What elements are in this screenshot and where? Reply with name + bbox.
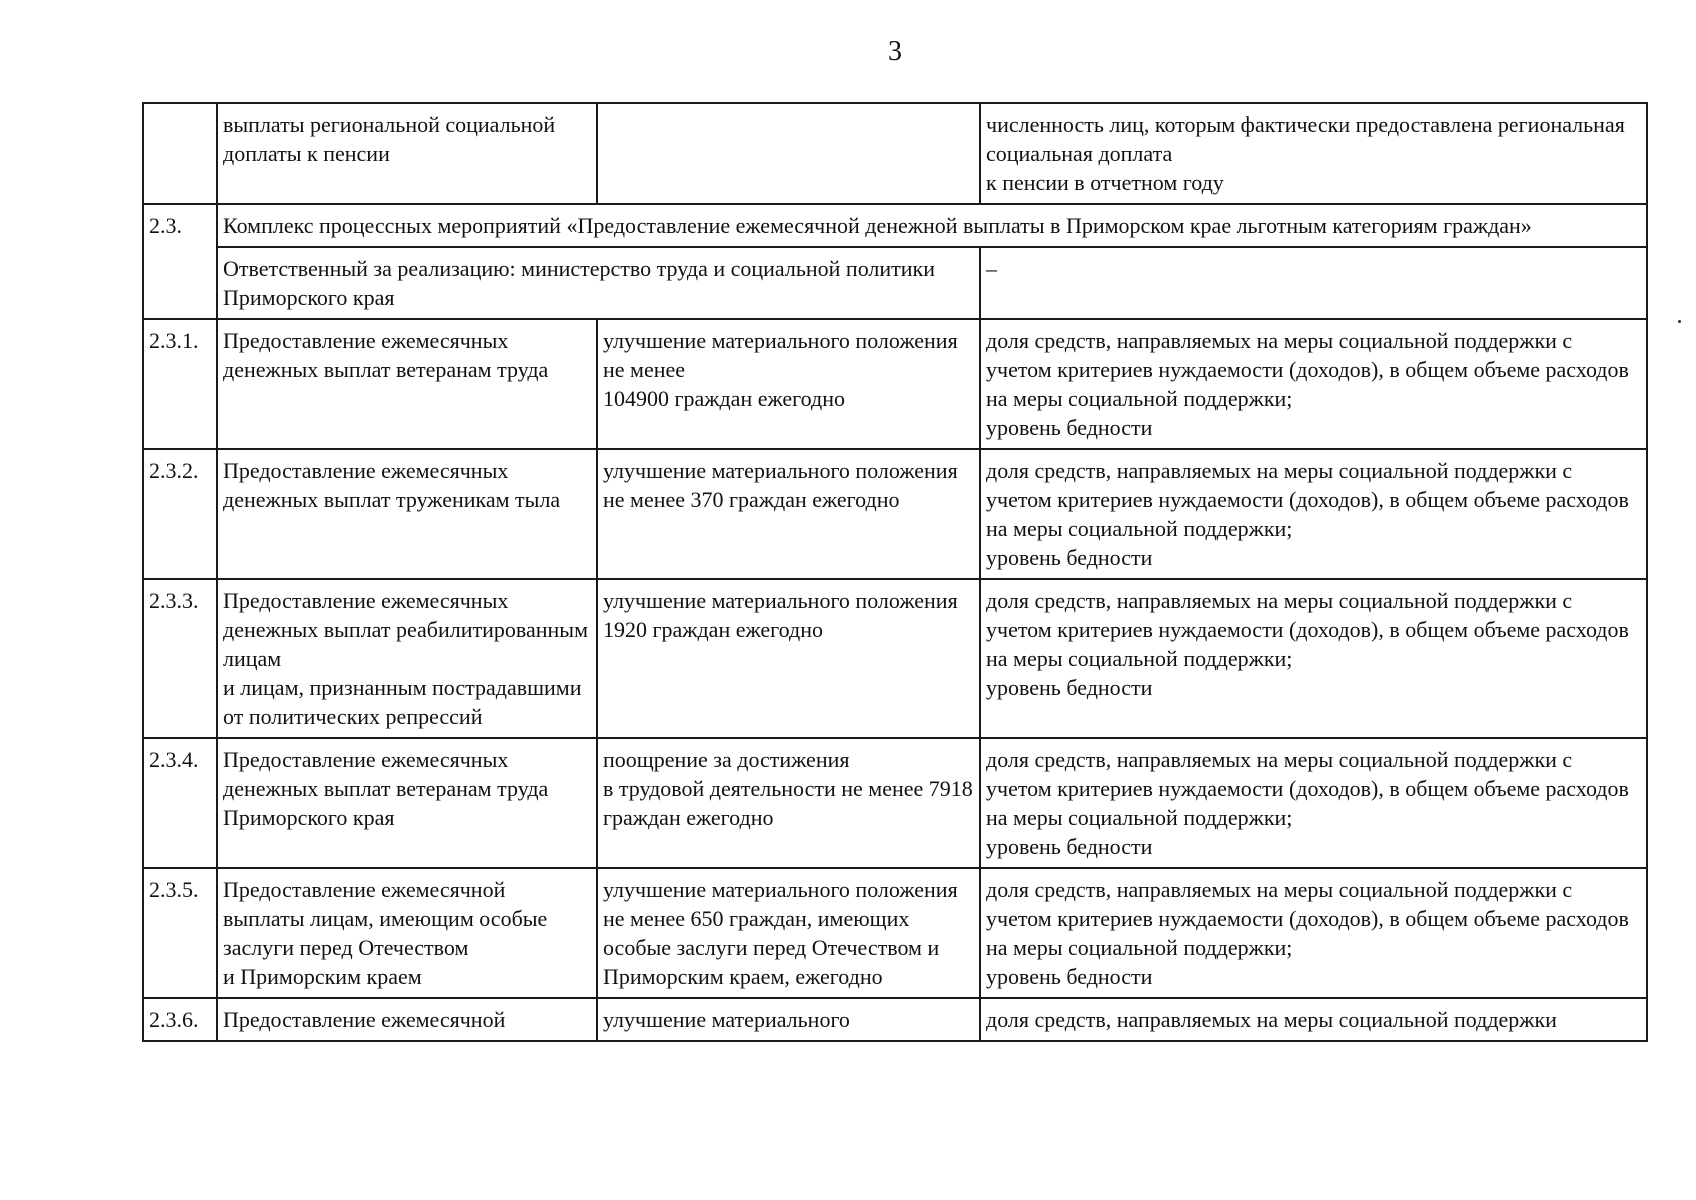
section-title: Комплекс процессных мероприятий «Предоставление ежемесячной денежной выплаты в Приморском крае льготным категориям граждан»	[217, 204, 1647, 247]
section-responsible-row	[143, 247, 1647, 319]
row-number: 2.3.4.	[143, 738, 217, 868]
row-number: 2.3.1.	[143, 319, 217, 449]
row-result	[597, 103, 980, 204]
row-number: 2.3.3.	[143, 579, 217, 738]
row-number: 2.3.2.	[143, 449, 217, 579]
row-indicator: доля средств, направляемых на меры социальной поддержки с учетом критериев нуждаемости (доходов), в общем объеме расходов на меры социальной поддержки; уровень бедности	[980, 738, 1647, 868]
row-indicator: доля средств, направляемых на меры социальной поддержки с учетом критериев нуждаемости (доходов), в общем объеме расходов на меры социальной поддержки; уровень бедности	[980, 868, 1647, 998]
row-name: Предоставление ежемесячной выплаты лицам, имеющим особые заслуги перед Отечеством и Приморским краем	[217, 868, 597, 998]
row-indicator: доля средств, направляемых на меры социальной поддержки	[980, 998, 1647, 1041]
row-number	[143, 103, 217, 204]
responsible-value: –	[980, 247, 1647, 319]
table-row	[143, 998, 1647, 1041]
table-row	[143, 868, 1647, 998]
row-name: Предоставление ежемесячных денежных выплат ветеранам труда Приморского края	[217, 738, 597, 868]
row-name: выплаты региональной социальной доплаты к пенсии	[217, 103, 597, 204]
row-name: Предоставление ежемесячных денежных выплат реабилитированным лицам и лицам, признанным пострадавшими от политических репрессий	[217, 579, 597, 738]
section-number: 2.3.	[143, 204, 217, 319]
row-result: улучшение материального	[597, 998, 980, 1041]
row-name: Предоставление ежемесячных денежных выплат труженикам тыла	[217, 449, 597, 579]
responsible-label: Ответственный за реализацию: министерство труда и социальной политики Приморского края	[217, 247, 980, 319]
row-name: Предоставление ежемесячной	[217, 998, 597, 1041]
row-result: улучшение материального положения не менее 650 граждан, имеющих особые заслуги перед Отечеством и Приморским краем, ежегодно	[597, 868, 980, 998]
table-row	[143, 449, 1647, 579]
row-result: улучшение материального положения не менее 104900 граждан ежегодно	[597, 319, 980, 449]
table-row-continued	[143, 103, 1647, 204]
row-indicator: доля средств, направляемых на меры социальной поддержки с учетом критериев нуждаемости (доходов), в общем объеме расходов на меры социальной поддержки; уровень бедности	[980, 319, 1647, 449]
row-number: 2.3.5.	[143, 868, 217, 998]
section-header-row	[143, 204, 1647, 247]
row-name: Предоставление ежемесячных денежных выплат ветеранам труда	[217, 319, 597, 449]
table-row	[143, 319, 1647, 449]
measures-table	[142, 102, 1648, 1042]
row-indicator: численность лиц, которым фактически предоставлена региональная социальная доплата к пенсии в отчетном году	[980, 103, 1647, 204]
row-indicator: доля средств, направляемых на меры социальной поддержки с учетом критериев нуждаемости (доходов), в общем объеме расходов на меры социальной поддержки; уровень бедности	[980, 449, 1647, 579]
table-row	[143, 579, 1647, 738]
scan-speck	[1678, 320, 1681, 323]
row-result: поощрение за достижения в трудовой деятельности не менее 7918 граждан ежегодно	[597, 738, 980, 868]
row-indicator: доля средств, направляемых на меры социальной поддержки с учетом критериев нуждаемости (доходов), в общем объеме расходов на меры социальной поддержки; уровень бедности	[980, 579, 1647, 738]
row-number: 2.3.6.	[143, 998, 217, 1041]
row-result: улучшение материального положения 1920 граждан ежегодно	[597, 579, 980, 738]
page-number: 3	[888, 36, 902, 67]
row-result: улучшение материального положения не менее 370 граждан ежегодно	[597, 449, 980, 579]
table-row	[143, 738, 1647, 868]
